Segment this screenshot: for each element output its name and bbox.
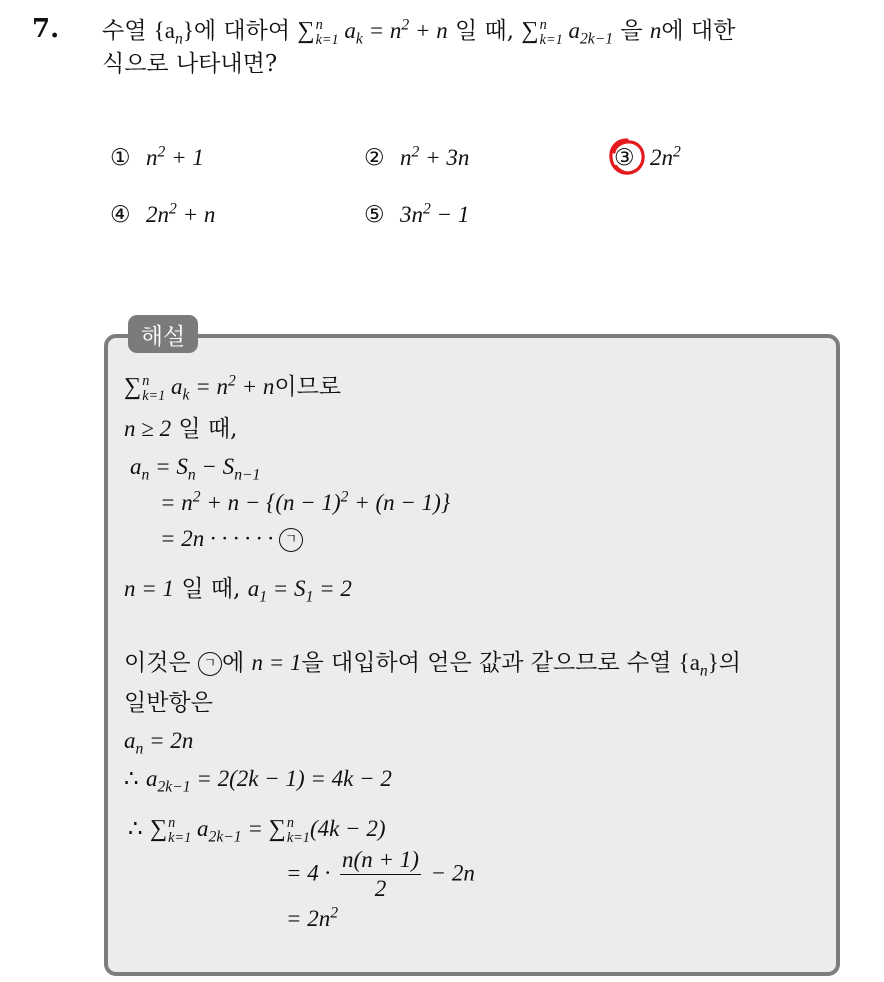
solution-line-7: 이것은 ㄱ 에 n = 1을 대입하여 얻은 값과 같으므로 수열 $\{a_n\}$의 [124, 650, 741, 680]
solution-line-6: n = 1 일 때, $a_1 = S_1 = 2$ [124, 576, 352, 606]
question-text-mid1: 에 대하여 [193, 18, 298, 44]
sequence: $\{a_n\}$ [153, 18, 194, 48]
circled-giyeok-mark: ㄱ [279, 528, 303, 552]
question-text-mid3: 을 [613, 18, 650, 44]
answer-circle-mark [606, 136, 648, 178]
solution-line-12: = 4 · $\frac{n(n + 1)}{2}$ − 2n [286, 847, 475, 901]
question-text-prefix: 수열 [102, 18, 154, 44]
question-text-end1: 에 대한 [661, 18, 736, 44]
question-text-end2: 식으로 나타내면? [102, 51, 278, 77]
solution-line-9: $a_n = 2n$ [124, 728, 194, 758]
solution-line-10: ∴ $a_{2k-1} = 2(2k - 1) = 4k - 2$ [124, 766, 392, 796]
solution-line-3: $a_n = S_n - S_{n-1}$ [130, 454, 261, 484]
sum-expression-2: ∑ n k=1 $a_{2k-1}$ [521, 17, 614, 48]
circled-giyeok-mark: ㄱ [198, 652, 222, 676]
solution-line-8: 일반항은 [124, 690, 213, 716]
question-number: 7. [32, 14, 60, 44]
solution-line-11: ∴ ∑ n k=1 $a_{2k-1}$ = ∑ n k=1 (4k − 2) [128, 815, 386, 846]
solution-line-13: = $2n^2$ [286, 904, 339, 931]
choice-1[interactable]: ① $n^2 + 1$ [110, 143, 204, 171]
solution-tab: 해설 [128, 315, 198, 353]
choice-5[interactable]: ⑤ $3n^2 - 1$ [364, 200, 470, 228]
variable-n: n [649, 18, 662, 43]
choice-2[interactable]: ② $n^2 + 3n$ [364, 143, 470, 171]
solution-line-4: = $n^2 + n - \{(n - 1)^2 + (n - 1)\}$ [160, 488, 451, 515]
choice-4[interactable]: ④ $2n^2 + n$ [110, 200, 216, 228]
solution-line-2: n ≥ 2 일 때, [124, 416, 238, 442]
solution-line-5: = 2n · · · · · · ㄱ [160, 524, 303, 554]
question-text-mid2: 일 때, [447, 18, 522, 44]
sum-expression-1: ∑ n k=1 $a_k = n^2 + n$ [297, 16, 448, 48]
solution-line-1: ∑ n k=1 $a_k = n^2 + n$이므로 [124, 372, 342, 404]
choice-3[interactable]: ③ $2n^2$ [614, 143, 681, 171]
fraction: $\frac{n(n + 1)}{2}$ [342, 847, 419, 901]
question-text [102, 14, 872, 81]
